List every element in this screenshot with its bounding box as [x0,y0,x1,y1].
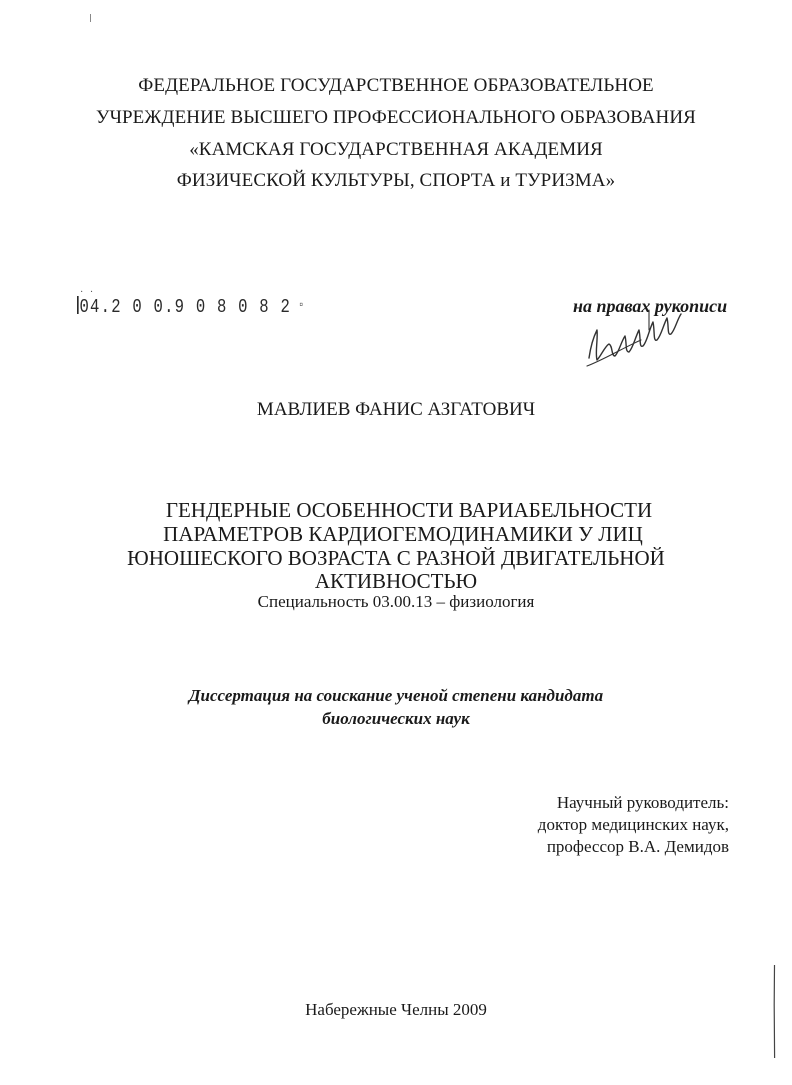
scan-mark [90,14,91,22]
institution-line-4: ФИЗИЧЕСКОЙ КУЛЬТУРЫ, СПОРТА и ТУРИЗМА» [176,170,616,191]
advisor-line-1: Научный руководитель: [556,793,729,812]
advisor-line-2: доктор медицинских наук, [537,815,729,834]
title-line-1: ГЕНДЕРНЫЕ ОСОБЕННОСТИ ВАРИАБЕЛЬНОСТИ [165,498,653,522]
archive-code-bar [77,296,79,314]
specialty: Специальность 03.00.13 – физиология [257,592,535,611]
handwritten-signature [583,300,693,372]
title-line-3: ЮНОШЕСКОГО ВОЗРАСТА С РАЗНОЙ ДВИГАТЕЛЬНОЙ [127,546,665,570]
degree-line-1: Диссертация на соискание ученой степени кандидата [188,686,604,705]
title-line-4: АКТИВНОСТЬЮ [314,569,478,593]
scan-edge-line [773,965,776,1058]
institution-line-3: «КАМСКАЯ ГОСУДАРСТВЕННАЯ АКАДЕМИЯ [189,139,603,160]
scan-dots: · · [80,287,96,298]
place-and-year: Набережные Челны 2009 [305,1000,487,1019]
institution-line-1: ФЕДЕРАЛЬНОЕ ГОСУДАРСТВЕННОЕ ОБРАЗОВАТЕЛЬНОЕ [138,75,654,96]
archive-code-text: 04.2 0 0.9 0 8 0 8 2 [79,296,292,318]
author-name: МАВЛИЕВ ФАНИС АЗГАТОВИЧ [256,399,536,420]
advisor-line-3: профессор В.А. Демидов [546,837,729,856]
archive-code [77,296,305,318]
manuscript-note: на правах рукописи [573,296,728,316]
institution-line-2: УЧРЕЖДЕНИЕ ВЫСШЕГО ПРОФЕССИОНАЛЬНОГО ОБРАЗОВАНИЯ [96,107,696,128]
degree-line-2: биологических наук [322,709,470,728]
archive-code-end-mark: ▫ [291,298,306,312]
title-line-2: ПАРАМЕТРОВ КАРДИОГЕМОДИНАМИКИ У ЛИЦ [163,522,643,546]
